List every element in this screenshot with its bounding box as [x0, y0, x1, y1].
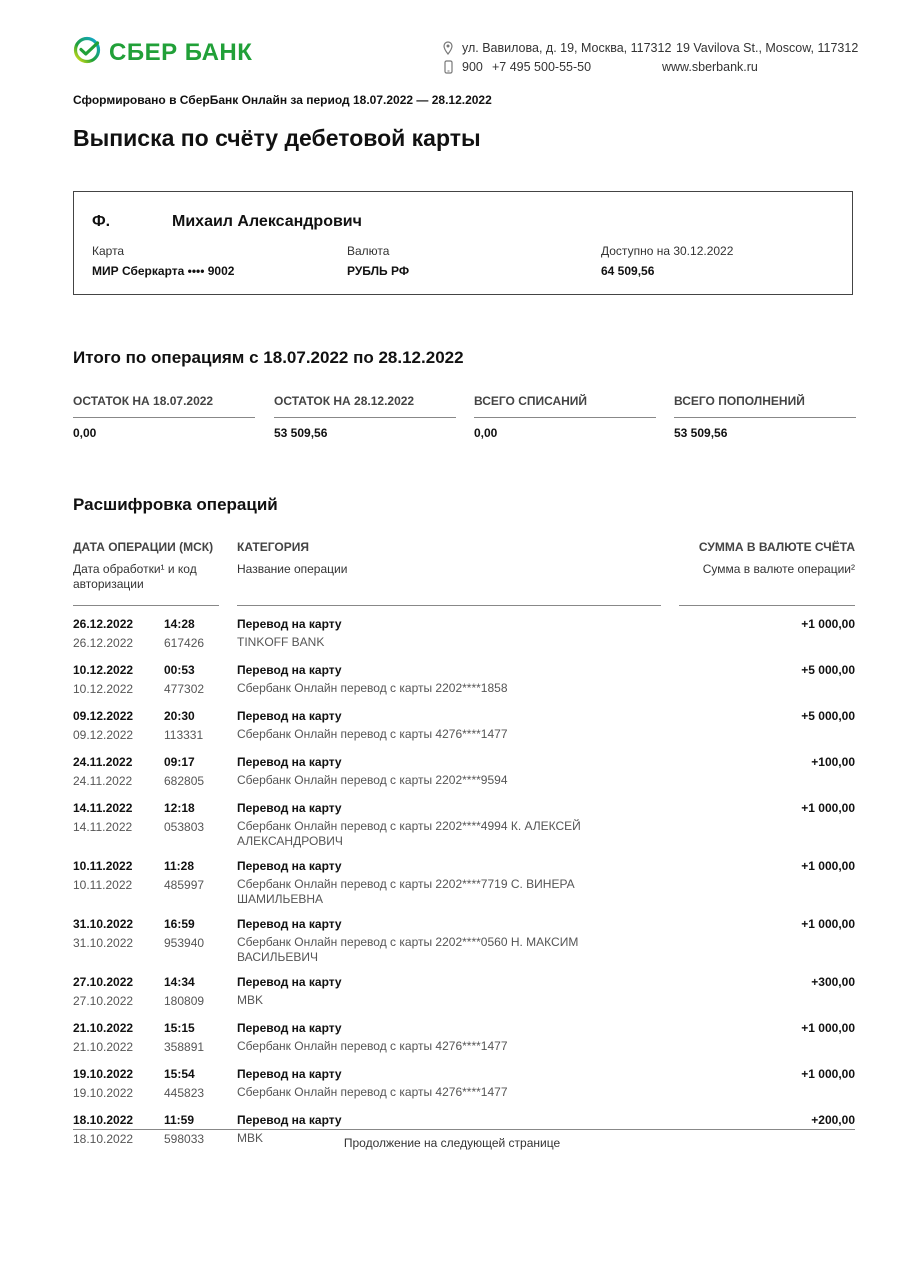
auth-code: 180809	[164, 994, 205, 1008]
operation-description: Сбербанк Онлайн перевод с карты 2202****4994 К. АЛЕКСЕЙ АЛЕКСАНДРОВИЧ	[237, 819, 581, 848]
operation-time: 15:54	[164, 1067, 195, 1081]
header-amount-sub: Сумма в валюте операции²	[702, 562, 855, 576]
operation-amount: +1 000,00	[801, 1067, 855, 1081]
header-date: ДАТА ОПЕРАЦИИ (МСК)	[73, 540, 214, 554]
header-category-sub: Название операции	[237, 562, 348, 576]
processing-date: 10.11.2022	[73, 878, 133, 892]
summary-total-credits	[674, 394, 856, 440]
header-divider	[73, 605, 219, 606]
summary-total-debits	[474, 394, 656, 440]
auth-code: 358891	[164, 1040, 205, 1054]
card-field	[92, 244, 234, 278]
table-row	[73, 916, 855, 974]
holder-name: Михаил Александрович	[172, 213, 362, 230]
operation-time: 16:59	[164, 917, 195, 931]
bottom-divider	[73, 1129, 855, 1130]
auth-code: 477302	[164, 682, 205, 696]
operation-category: Перевод на карту	[237, 1113, 342, 1127]
operation-date: 27.10.2022	[73, 975, 134, 989]
processing-date: 31.10.2022	[73, 936, 134, 950]
header-date-sub: Дата обработки¹ и код авторизации	[73, 562, 197, 591]
table-row	[73, 858, 855, 916]
operation-time: 14:28	[164, 617, 195, 631]
operation-time: 11:59	[164, 1113, 195, 1127]
operation-amount: +1 000,00	[801, 1021, 855, 1035]
summary-label: ОСТАТОК НА 28.12.2022	[274, 394, 456, 418]
address-en: 19 Vavilova St., Moscow, 117312	[676, 40, 859, 55]
processing-date: 24.11.2022	[73, 774, 133, 788]
summary-opening-balance	[73, 394, 255, 440]
available-label: Доступно на 30.12.2022	[601, 244, 734, 258]
auth-code: 445823	[164, 1086, 205, 1100]
processing-date: 21.10.2022	[73, 1040, 134, 1054]
summary-value: 53 509,56	[674, 426, 728, 440]
operation-category: Перевод на карту	[237, 755, 342, 769]
mobile-phone-icon	[441, 60, 455, 74]
processing-date: 19.10.2022	[73, 1086, 134, 1100]
table-row	[73, 1112, 855, 1158]
operation-date: 31.10.2022	[73, 917, 134, 931]
operation-category: Перевод на карту	[237, 709, 342, 723]
operation-category: Перевод на карту	[237, 663, 342, 677]
operation-category: Перевод на карту	[237, 617, 342, 631]
location-pin-icon	[441, 41, 455, 55]
processing-date: 18.10.2022	[73, 1132, 134, 1146]
processing-date: 10.12.2022	[73, 682, 134, 696]
summary-closing-balance	[274, 394, 456, 440]
auth-code: 953940	[164, 936, 205, 950]
header-divider	[237, 605, 661, 606]
operation-category: Перевод на карту	[237, 1021, 342, 1035]
operation-time: 14:34	[164, 975, 195, 989]
auth-code: 485997	[164, 878, 205, 892]
account-info-box	[73, 191, 853, 295]
operation-amount: +1 000,00	[801, 617, 855, 631]
operation-date: 26.12.2022	[73, 617, 134, 631]
currency-value: РУБЛЬ РФ	[347, 264, 410, 278]
header-divider	[679, 605, 855, 606]
operation-date: 21.10.2022	[73, 1021, 134, 1035]
operation-time: 20:30	[164, 709, 195, 723]
operation-description: Сбербанк Онлайн перевод с карты 2202****7719 С. ВИНЕРА ШАМИЛЬЕВНА	[237, 877, 575, 906]
operation-description: TINKOFF BANK	[237, 635, 325, 649]
operation-description: Сбербанк Онлайн перевод с карты 4276****1477	[237, 1039, 508, 1053]
auth-code: 053803	[164, 820, 205, 834]
operation-time: 15:15	[164, 1021, 195, 1035]
contact-block	[441, 38, 858, 76]
phone-short: 900	[462, 59, 483, 74]
header-amount: СУММА В ВАЛЮТЕ СЧЁТА	[698, 540, 855, 554]
operation-description: Сбербанк Онлайн перевод с карты 2202****1858	[237, 681, 508, 695]
summary-label: ВСЕГО СПИСАНИЙ	[474, 394, 656, 418]
summary-label: ВСЕГО ПОПОЛНЕНИЙ	[674, 394, 856, 418]
operation-category: Перевод на карту	[237, 975, 342, 989]
card-value: МИР Сберкарта •••• 9002	[92, 264, 235, 278]
operation-description: MBK	[237, 993, 264, 1007]
bank-name: СБЕР БАНК	[109, 38, 253, 66]
operation-description: Сбербанк Онлайн перевод с карты 4276****1477	[237, 1085, 508, 1099]
currency-field	[347, 244, 409, 278]
generated-note: Сформировано в СберБанк Онлайн за период 18.07.2022 — 28.12.2022	[73, 93, 492, 107]
auth-code: 617426	[164, 636, 205, 650]
website-link[interactable]: www.sberbank.ru	[662, 59, 758, 74]
operation-date: 09.12.2022	[73, 709, 134, 723]
table-row	[73, 1066, 855, 1112]
operation-category: Перевод на карту	[237, 859, 342, 873]
operation-time: 09:17	[164, 755, 195, 769]
sber-check-circle-icon	[73, 36, 101, 69]
table-row	[73, 974, 855, 1020]
operation-date: 10.11.2022	[73, 859, 133, 873]
summary-title: Итого по операциям с 18.07.2022 по 28.12.2022	[73, 348, 464, 367]
operation-amount: +100,00	[811, 755, 855, 769]
table-row	[73, 662, 855, 708]
operations-list	[73, 616, 855, 1158]
auth-code: 113331	[164, 728, 204, 742]
operation-description: MBK	[237, 1131, 264, 1145]
table-row	[73, 708, 855, 754]
operation-amount: +5 000,00	[801, 709, 855, 723]
operation-description: Сбербанк Онлайн перевод с карты 2202****9594	[237, 773, 508, 787]
summary-value: 0,00	[474, 426, 498, 440]
phone-number: +7 495 500-55-50	[492, 59, 592, 74]
operation-amount: +1 000,00	[801, 801, 855, 815]
table-row	[73, 754, 855, 800]
address-ru: ул. Вавилова, д. 19, Москва, 117312	[462, 40, 672, 55]
available-field	[601, 244, 733, 278]
summary-value: 53 509,56	[274, 426, 328, 440]
operation-category: Перевод на карту	[237, 801, 342, 815]
operation-description: Сбербанк Онлайн перевод с карты 2202****0560 Н. МАКСИМ ВАСИЛЬЕВИЧ	[237, 935, 579, 964]
account-holder	[92, 213, 362, 231]
summary-label: ОСТАТОК НА 18.07.2022	[73, 394, 255, 418]
auth-code: 682805	[164, 774, 205, 788]
operation-amount: +300,00	[811, 975, 855, 989]
table-row	[73, 1020, 855, 1066]
operation-date: 18.10.2022	[73, 1113, 134, 1127]
bank-logo	[73, 36, 252, 69]
currency-label: Валюта	[347, 244, 390, 258]
auth-code: 598033	[164, 1132, 205, 1146]
operation-amount: +1 000,00	[801, 859, 855, 873]
page-title: Выписка по счёту дебетовой карты	[73, 125, 481, 151]
processing-date: 27.10.2022	[73, 994, 134, 1008]
operation-date: 14.11.2022	[73, 801, 133, 815]
card-label: Карта	[92, 244, 125, 258]
operation-amount: +200,00	[811, 1113, 855, 1127]
operation-category: Перевод на карту	[237, 1067, 342, 1081]
operation-date: 19.10.2022	[73, 1067, 134, 1081]
processing-date: 14.11.2022	[73, 820, 133, 834]
processing-date: 09.12.2022	[73, 728, 134, 742]
operation-time: 00:53	[164, 663, 195, 677]
operation-time: 12:18	[164, 801, 195, 815]
operation-date: 24.11.2022	[73, 755, 133, 769]
operation-amount: +5 000,00	[801, 663, 855, 677]
processing-date: 26.12.2022	[73, 636, 134, 650]
table-row	[73, 616, 855, 662]
table-row	[73, 800, 855, 858]
available-value: 64 509,56	[601, 264, 655, 278]
operation-amount: +1 000,00	[801, 917, 855, 931]
summary-value: 0,00	[73, 426, 97, 440]
operation-time: 11:28	[164, 859, 195, 873]
header-category: КАТЕГОРИЯ	[237, 540, 309, 554]
operation-category: Перевод на карту	[237, 917, 342, 931]
continued-note: Продолжение на следующей странице	[343, 1136, 561, 1150]
operations-title: Расшифровка операций	[73, 495, 278, 514]
operation-description: Сбербанк Онлайн перевод с карты 4276****1477	[237, 727, 508, 741]
holder-initial: Ф.	[92, 213, 111, 230]
operation-date: 10.12.2022	[73, 663, 134, 677]
